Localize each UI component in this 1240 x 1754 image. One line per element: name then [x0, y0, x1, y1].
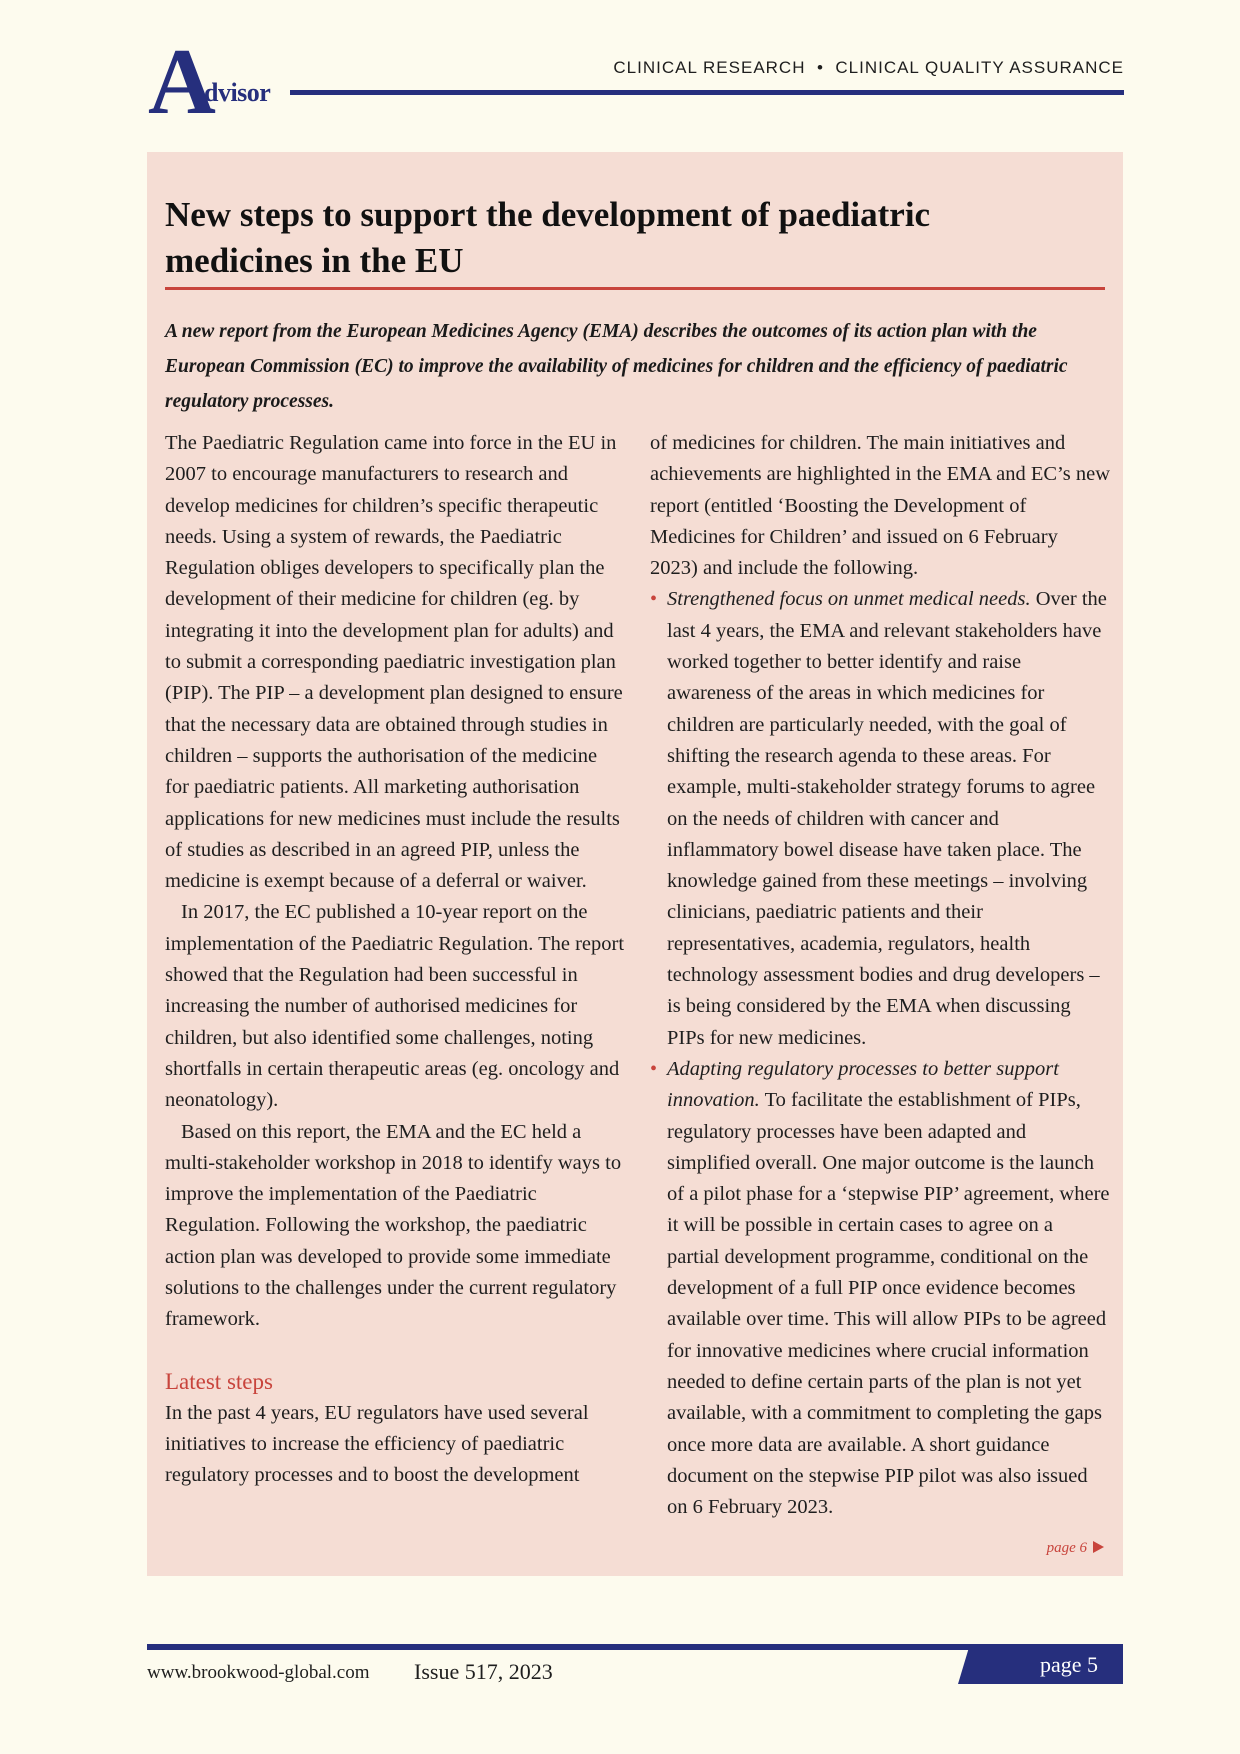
bullet-heading: Adapting regulatory processes to better support innovation. — [667, 1057, 1059, 1112]
section-label — [613, 58, 1124, 78]
body-paragraph: In 2017, the EC published a 10-year report on the implementation of the Paediatric Regulation. The report showed that the Regulation had been successful in increasing the number of authorised medicines for children, but also identified some challenges, noting shortfalls in certain therapeutic areas (eg. oncology and neonatology). — [165, 901, 625, 1112]
article-title: New steps to support the development of paediatric medicines in the EU — [165, 195, 931, 280]
title-divider — [165, 287, 1105, 290]
bullet-icon: • — [650, 1057, 658, 1080]
footer-issue: Issue 517, 2023 — [414, 1659, 553, 1684]
right-column — [650, 428, 1110, 1523]
continued-link[interactable] — [1047, 1540, 1104, 1557]
bullet-text: To facilitate the establishment of PIPs, regulatory processes have been adapted and simplified overall. One major outcome is the launch of a pilot phase for a ‘stepwise PIP’ agreement, where it will be possible in certain cases to agree on a partial development programme, conditional on the development of a full PIP once evidence becomes available over time. This will allow PIPs to be agreed for innovative medicines where crucial information needed to define certain parts of the plan is not yet available, with a commitment to completing the gaps once more data are available. A short guidance document on the stepwise PIP pilot was also issued on 6 February 2023. — [667, 1089, 1110, 1519]
bullet-text: Over the last 4 years, the EMA and relevant stakeholders have worked together to better identify and raise awareness of the areas in which medicines for children are particularly needed, with the goal of shifting the research agenda to these areas. For example, multi-stakeholder strategy forums to agree on the needs of children with cancer and inflammatory bowel disease have taken place. The knowledge gained from these meetings – involving clinicians, paediatric patients and their representatives, academia, regulators, health technology assessment bodies and drug developers – is being considered by the EMA when discussing PIPs for new medicines. — [667, 588, 1107, 1049]
bullet-item — [650, 1054, 1110, 1523]
bullet-item — [650, 584, 1110, 1053]
continued-label: page 6 — [1046, 1540, 1087, 1556]
bullet-icon: • — [650, 588, 658, 611]
page-number: page 5 — [1039, 1652, 1098, 1677]
article-lead: A new report from the European Medicines Agency (EMA) describes the outcomes of its action plan with the European Commission (EC) to improve the availability of medicines for children and the efficiency of paediatric regulatory processes. — [165, 321, 1068, 412]
logo-rest: dvisor — [204, 78, 271, 107]
subheading-latest-steps: Latest steps — [165, 1368, 273, 1394]
category-label: CLINICAL RESEARCH — [613, 58, 806, 77]
footer-url[interactable]: www.brookwood-global.com — [147, 1662, 370, 1683]
body-paragraph: of medicines for children. The main initiatives and achievements are highlighted in the EMA and EC’s new report (entitled ‘Boosting the Development of Medicines for Children’ and issued on 6 February 2023) and include the following. — [650, 432, 1110, 580]
logo-initial: A — [148, 30, 216, 134]
body-paragraph: In the past 4 years, EU regulators have used several initiatives to increase the efficiency of paediatric regulatory processes and to boost the development — [165, 1401, 589, 1487]
body-paragraph: Based on this report, the EMA and the EC held a multi-stakeholder workshop in 2018 to identify ways to improve the implementation of the Paediatric Regulation. Following the workshop, the paediatric action plan was developed to provide some immediate solutions to the challenges under the current regulatory framework. — [165, 1120, 622, 1331]
arrow-right-icon — [1093, 1541, 1104, 1553]
body-paragraph: The Paediatric Regulation came into force in the EU in 2007 to encourage manufacturers to research and develop medicines for children’s specific therapeutic needs. Using a system of rewards, the Paediatric Regulation obliges developers to specifically plan the development of their medicine for children (eg. by integrating it into the development plan for adults) and to submit a corresponding paediatric investigation plan (PIP). The PIP – a development plan designed to ensure that the necessary data are obtained through studies in children – supports the authorisation of the medicine for paediatric patients. All marketing authorisation applications for new medicines must include the results of studies as described in an agreed PIP, unless the medicine is exempt because of a deferral or waiver. — [165, 432, 623, 893]
separator-dot: • — [816, 58, 824, 77]
subcategory-label: CLINICAL QUALITY ASSURANCE — [835, 58, 1124, 77]
advisor-logo — [148, 30, 308, 134]
left-column — [165, 428, 625, 1492]
bullet-heading: Strengthened focus on unmet medical needs. — [667, 588, 1031, 611]
header-rule — [290, 90, 1124, 95]
